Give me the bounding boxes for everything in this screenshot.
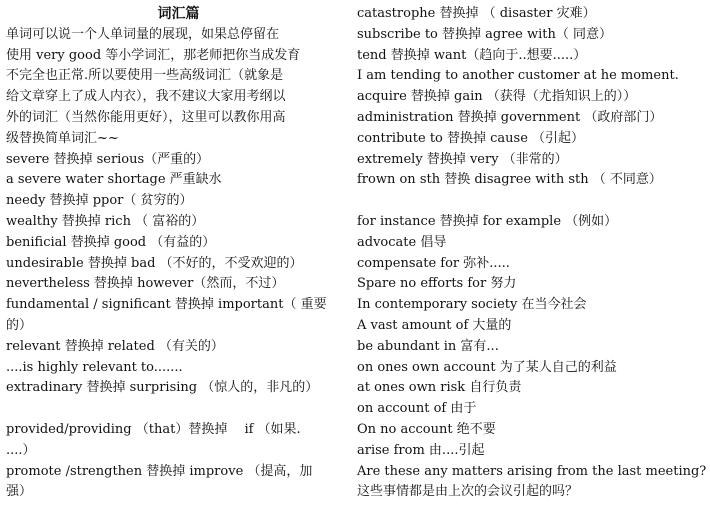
right-line: be abundant in 富有...	[357, 338, 499, 354]
left-line: 单词可以说一个人单词量的展现，如果总停留在	[6, 26, 280, 42]
right-line: arise from 由....引起	[357, 442, 485, 458]
left-line: provided/providing （that）替换掉 if （如果.	[6, 421, 301, 437]
left-line: 使用 very good 等小学词汇，那老师把你当成发育	[6, 47, 301, 63]
left-line: 给文章穿上了成人内衣），我不建议大家用考纲以	[6, 89, 286, 105]
left-line: ....is highly relevant to.......	[6, 359, 183, 375]
right-line: frown on sth 替换 disagree with sth （ 不同意）	[357, 172, 662, 188]
left-line: 强）	[6, 484, 33, 500]
left-line: severe 替换掉 serious（严重的）	[6, 151, 210, 167]
right-line: I am tending to another customer at he moment.	[357, 68, 679, 84]
left-line: wealthy 替换掉 rich （ 富裕的）	[6, 213, 205, 229]
right-line: contribute to 替换掉 cause （引起）	[357, 130, 585, 146]
right-line: advocate 倡导	[357, 234, 447, 250]
left-line: 的）	[6, 317, 33, 333]
right-line: subscribe to 替换掉 agree with（ 同意）	[357, 26, 612, 42]
right-line: On no account 绝不要	[357, 421, 496, 437]
left-line	[6, 399, 351, 420]
left-line: ....）	[6, 442, 36, 458]
left-line: 外的词汇（当然你能用更好），这里可以教你用高	[6, 109, 286, 125]
left-line: benificial 替换掉 good （有益的）	[6, 234, 216, 250]
left-line: fundamental / significant 替换掉 important（ 重要	[6, 297, 327, 313]
right-line: acquire 替换掉 gain （获得（尤指知识上的））	[357, 89, 637, 105]
right-line: administration 替换掉 government （政府部门）	[357, 109, 663, 125]
left-line: undesirable 替换掉 bad （不好的，不受欢迎的）	[6, 255, 303, 271]
left-line: relevant 替换掉 related （有关的）	[6, 338, 224, 354]
right-line	[357, 191, 707, 212]
left-line: nevertheless 替换掉 however（然而，不过）	[6, 276, 285, 292]
left-column	[6, 4, 351, 503]
right-line: at ones own risk 自行负责	[357, 380, 522, 396]
right-line: 这些事情都是由上次的会议引起的吗？	[357, 484, 579, 500]
left-line: extradinary 替换掉 surprising （惊人的，非凡的）	[6, 380, 319, 396]
right-line: on ones own account 为了某人自己的利益	[357, 359, 617, 375]
right-line: tend 替换掉 want（趋向于..想要.....）	[357, 47, 587, 63]
left-line: needy 替换掉 ppor（ 贫穷的）	[6, 193, 193, 209]
right-line: on account of 由于	[357, 401, 477, 417]
page-title: 词汇篇	[157, 6, 200, 22]
right-line: extremely 替换掉 very （非常的）	[357, 151, 568, 167]
right-line: for instance 替换掉 for example （例如）	[357, 213, 618, 229]
left-line: a severe water shortage 严重缺水	[6, 172, 222, 188]
left-line: 不完全也正常.所以要使用一些高级词汇（就象是	[6, 68, 284, 84]
right-line: compensate for 弥补.....	[357, 255, 510, 271]
right-line: catastrophe 替换掉 （ disaster 灾难）	[357, 6, 596, 21]
right-line: Are these any matters arising from the last meeting?	[357, 463, 707, 479]
right-line: Spare no efforts for 努力	[357, 276, 517, 292]
right-line: In contemporary society 在当今社会	[357, 297, 587, 313]
left-line: 级替换简单词汇~~	[6, 130, 119, 146]
right-line: A vast amount of 大量的	[357, 317, 512, 333]
right-column	[357, 4, 707, 503]
left-line: promote /strengthen 替换掉 improve （提高，加	[6, 463, 313, 479]
